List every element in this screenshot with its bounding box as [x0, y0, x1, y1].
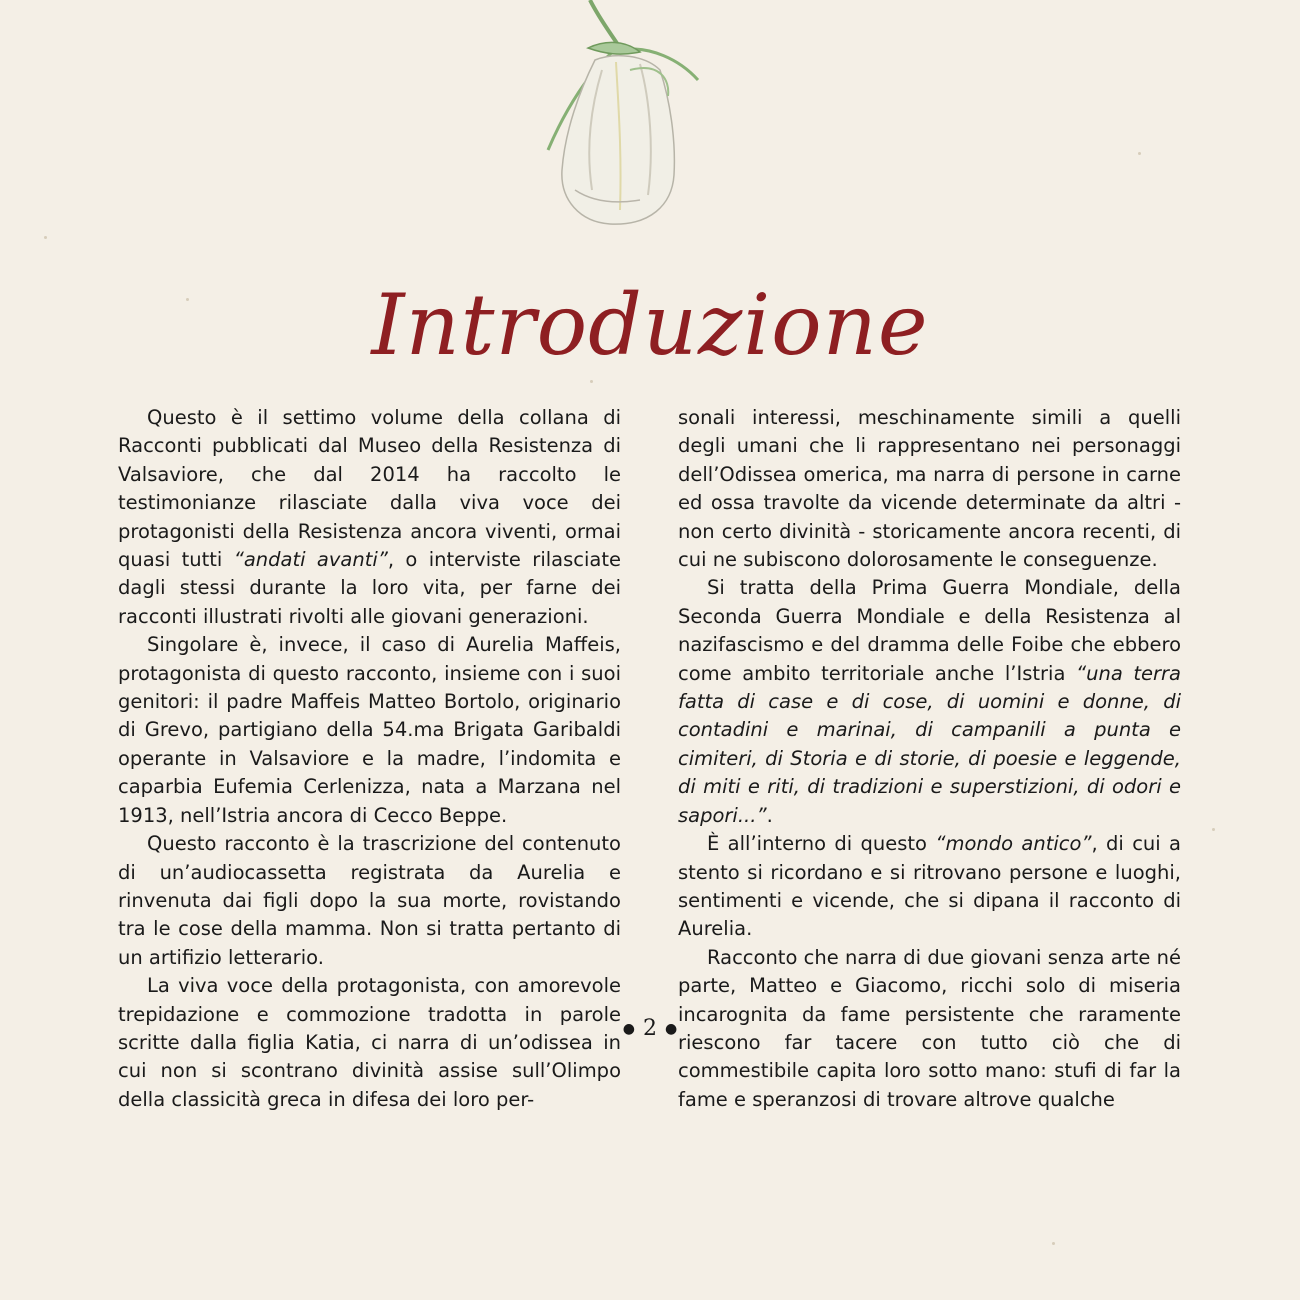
text-column-right — [678, 404, 1181, 1114]
paragraph: Si tratta della Prima Guerra Mondiale, della Seconda Guerra Mondiale e della Resistenza al nazifascismo e del dramma delle Foibe che ebbero come ambito territoriale anche l’Istria “una terra fatta di case e di cose, di uomini e donne, di contadini e marinai, di campanili a punta e cimiteri, di Storia e di storie, di poesie e leggende, di miti e riti, di tradizioni e superstizioni, di odori e sapori...”. — [678, 576, 1181, 827]
paragraph: Questo è il settimo volume della collana di Racconti pubblicati dal Museo della Resistenza di Valsaviore, che dal 2014 ha raccolto le testimonianze rilasciate dalla viva voce dei protagonisti della Resistenza ancora viventi, ormai quasi tutti “andati avanti”, o interviste rilasciate dagli stessi durante la loro vita, per farne dei racconti illustrati rivolti alle giovani generazioni. — [118, 406, 621, 628]
paper-speck — [44, 236, 47, 239]
paper-speck — [590, 380, 593, 383]
page-title: Introduzione — [371, 276, 929, 374]
paragraph: Singolare è, invece, il caso di Aurelia Maffeis, protagonista di questo racconto, insieme con i suoi genitori: il padre Maffeis Matteo Bortolo, originario di Grevo, partigiano della 54.ma Brigata Garibaldi operante in Valsaviore e la madre, l’indomita e caparbia Eufemia Cerlenizza, nata a Marzana nel 1913, nell’Istria ancora di Cecco Beppe. — [118, 633, 621, 827]
paragraph: sonali interessi, meschinamente simili a quelli degli umani che li rappresentano nei personaggi dell’Odissea omerica, ma narra di persone in carne ed ossa travolte da vicende determinate da altri - non certo divinità - storicamente ancora recenti, di cui ne subiscono dolorosamente le conseguenze. — [678, 406, 1181, 572]
rose-illustration — [520, 0, 720, 235]
paper-speck — [1052, 1242, 1055, 1245]
paragraph: La viva voce della protagonista, con amorevole trepidazione e commozione tradotta in parole scritte dalla figlia Katia, ci narra di un’odissea in cui non si scontrano divinità assise sull’Olimpo della classicità greca in difesa dei loro per- — [118, 974, 621, 1111]
paper-speck — [1212, 828, 1215, 831]
paragraph: È all’interno di questo “mondo antico”, di cui a stento si ricordano e si ritrovano persone e luoghi, sentimenti e vicende, che si dipana il racconto di Aurelia. — [678, 832, 1181, 941]
paragraph: Questo racconto è la trascrizione del contenuto di un’audiocassetta registrata da Aurelia e rinvenuta dai figli dopo la sua morte, rovistando tra le cose della mamma. Non si tratta pertanto di un artifizio letterario. — [118, 832, 621, 969]
bullet-icon: ● — [665, 1021, 678, 1037]
bullet-icon: ● — [622, 1021, 635, 1037]
paragraph: Racconto che narra di due giovani senza arte né parte, Matteo e Giacomo, ricchi solo di miseria incarognita da fame persistente che raramente riescono far tacere con tutto ciò che di commestibile capita loro sotto mano: stufi di far la fame e speranzosi di trovare altrove qualche — [678, 945, 1181, 1111]
page-number: ● 2 ● — [0, 1016, 1300, 1041]
paper-speck — [1138, 152, 1141, 155]
text-column-left — [118, 404, 621, 1114]
